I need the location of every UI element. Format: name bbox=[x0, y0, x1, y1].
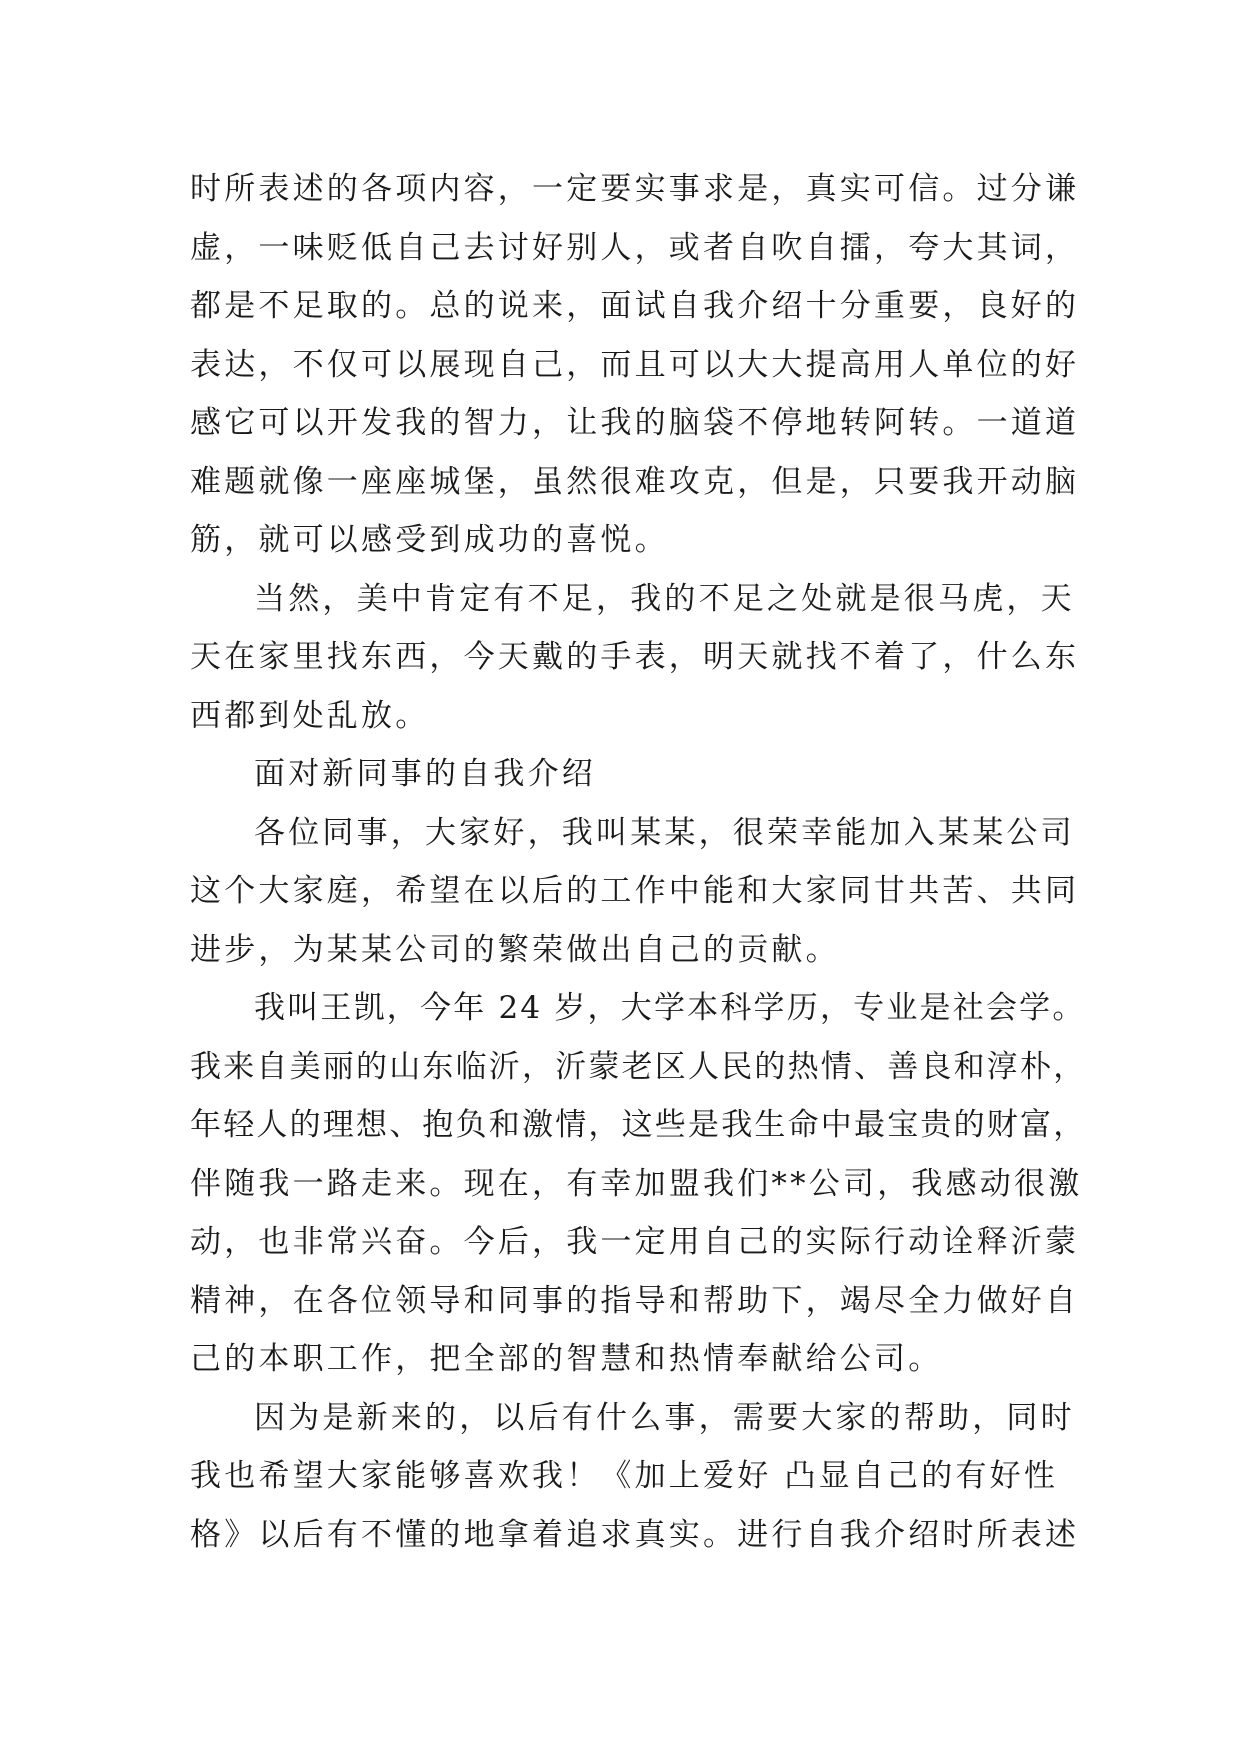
text-line: 年轻人的理想、抱负和激情，这些是我生命中最宝贵的财富， bbox=[190, 1107, 1087, 1143]
text-line: 我叫王凯，今年 24 岁，大学本科学历，专业是社会学。 bbox=[254, 990, 1086, 1026]
text-line: 这个大家庭，希望在以后的工作中能和大家同甘共苦、共同 bbox=[190, 873, 1080, 909]
document-body bbox=[190, 160, 1087, 1564]
text-line: 表达，不仅可以展现自己，而且可以大大提高用人单位的好 bbox=[190, 346, 1080, 383]
text-line: 感它可以开发我的智力，让我的脑袋不停地转阿转。一道道 bbox=[190, 405, 1080, 441]
text-line: 因为是新来的，以后有什么事，需要大家的帮助，同时 bbox=[254, 1399, 1075, 1436]
text-line: 面对新同事的自我介绍 bbox=[254, 756, 596, 792]
text-line: 伴随我一路走来。现在，有幸加盟我们**公司，我感动很激 bbox=[190, 1165, 1083, 1202]
text-line: 己的本职工作，把全部的智慧和热情奉献给公司。 bbox=[190, 1341, 943, 1377]
text-line: 格》以后有不懂的地拿着追求真实。进行自我介绍时所表述 bbox=[190, 1516, 1080, 1553]
text-line: 进步，为某某公司的繁荣做出自己的贡献。 bbox=[190, 931, 840, 968]
text-line: 时所表述的各项内容，一定要实事求是，真实可信。过分谦 bbox=[190, 171, 1080, 207]
text-line: 难题就像一座座城堡，虽然很难攻克，但是，只要我开动脑 bbox=[190, 463, 1080, 500]
text-line: 筋，就可以感受到成功的喜悦。 bbox=[190, 522, 669, 558]
text-line: 虚，一味贬低自己去讨好别人，或者自吹自擂，夸大其词， bbox=[190, 229, 1080, 266]
text-line: 都是不足取的。总的说来，面试自我介绍十分重要，良好的 bbox=[190, 288, 1080, 324]
text-line: 我也希望大家能够喜欢我！《加上爱好 凸显自己的有好性 bbox=[190, 1458, 1059, 1494]
text-line: 动，也非常兴奋。今后，我一定用自己的实际行动诠释沂蒙 bbox=[190, 1224, 1080, 1260]
text-line: 我来自美丽的山东临沂，沂蒙老区人民的热情、善良和淳朴， bbox=[190, 1048, 1087, 1085]
text-line: 当然，美中肯定有不足，我的不足之处就是很马虎，天 bbox=[254, 580, 1075, 617]
text-line: 精神，在各位领导和同事的指导和帮助下，竭尽全力做好自 bbox=[190, 1282, 1080, 1319]
text-line: 西都到处乱放。 bbox=[190, 697, 430, 734]
text-line: 各位同事，大家好，我叫某某，很荣幸能加入某某公司 bbox=[254, 814, 1075, 851]
text-line: 天在家里找东西，今天戴的手表，明天就找不着了，什么东 bbox=[190, 639, 1080, 675]
